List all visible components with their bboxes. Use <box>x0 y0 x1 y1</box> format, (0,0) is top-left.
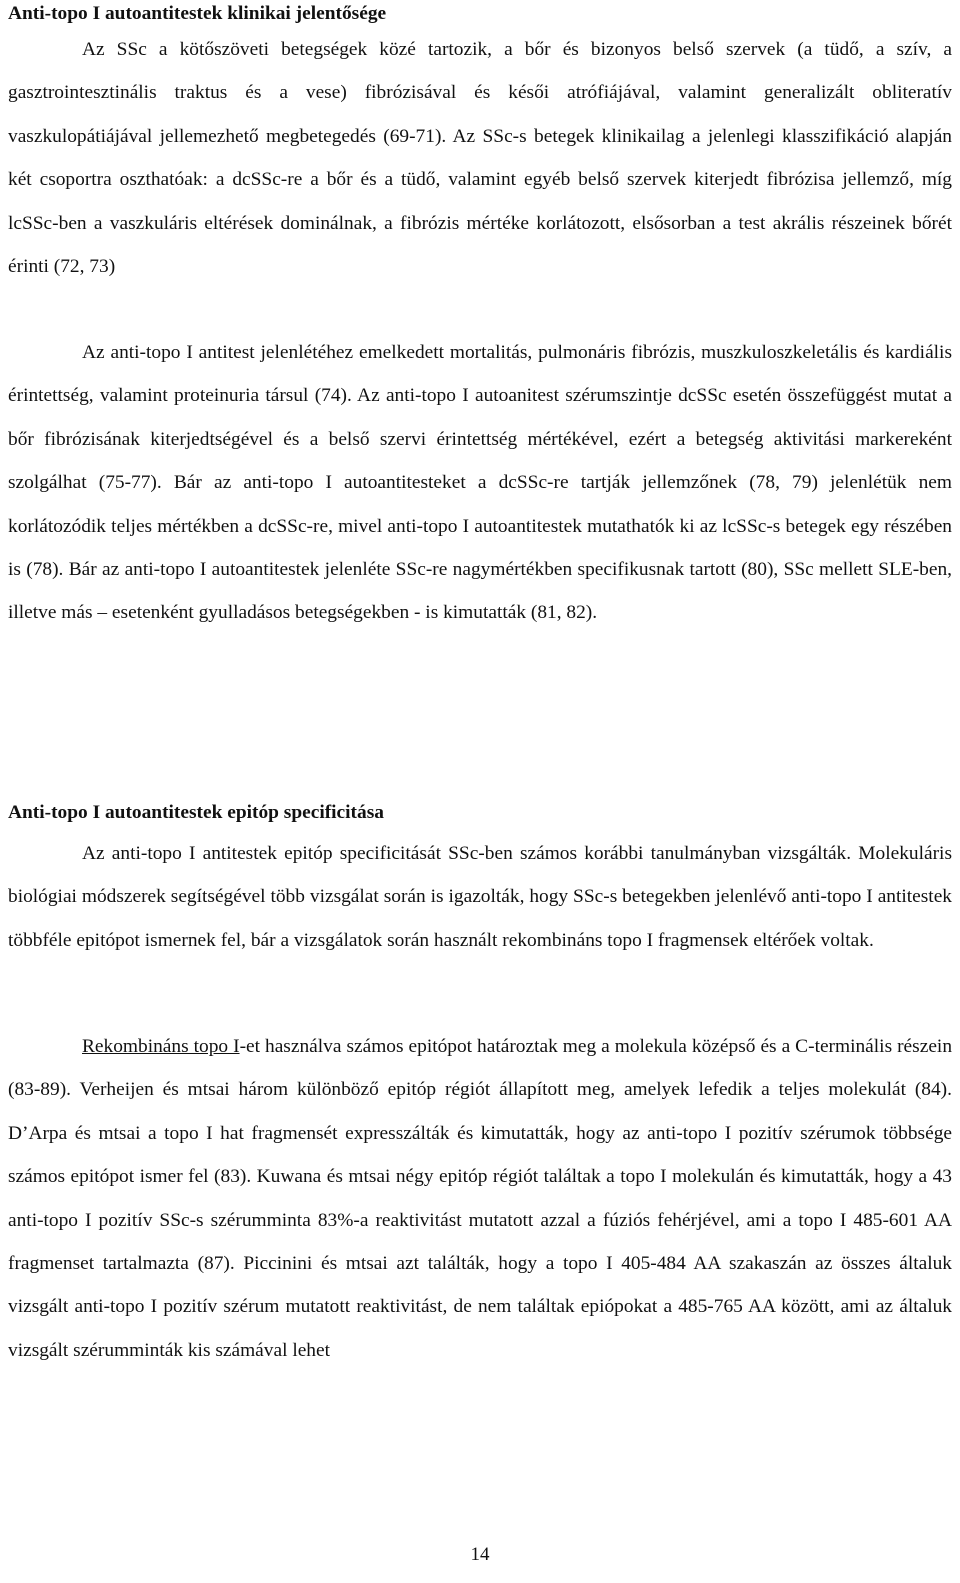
document-page <box>8 0 952 1583</box>
section-heading-epitope-specificity: Anti-topo I autoantitestek epitóp specificitása <box>8 802 384 823</box>
section-heading-clinical-significance: Anti-topo I autoantitestek klinikai jelentősége <box>8 3 387 24</box>
paragraph-ssc-overview: Az SSc a kötőszöveti betegségek közé tartozik, a bőr és bizonyos belső szervek (a tüdő, a szív, a gasztrointesztinális traktus és a vese) fibrózisával és késői atrófiájával, valamint generalizált obliteratív vaszkulopátiájával jellemezhető megbetegedés (69-71). Az SSc-s betegek klinikailag a jelenlegi klasszifikáció alapján két csoportra oszthatóak: a dcSSc-re a bőr és a tüdő, valamint egyéb belső szervek kiterjedt fibrózisa jellemző, míg lcSSc-ben a vaszkuláris eltérések dominálnak, a fibrózis mértéke korlátozott, elsősorban a test akrális részeinek bőrét érinti (72, 73) <box>8 39 952 278</box>
paragraph-recombinant-topo-text: -et használva számos epitópot határoztak meg a molekula középső és a C-terminális részein (83-89). Verheijen és mtsai három különböző epitóp régiót állapított meg, amelyek lefedik a teljes molekulát (84). D’Arpa és mtsai a topo I hat fragmensét expresszálták és kimutatták, hogy az anti-topo I pozitív szérumok többsége számos epitópot ismer fel (83). Kuwana és mtsai négy epitóp régiót találtak a topo I molekulán és kimutatták, hogy a 43 anti-topo I pozitív SSc-s szérumminta 83%-a reaktivitást mutatott azzal a fúziós fehérjével, ami a topo I 485-601 AA fragmenset tartalmazta (87). Piccinini és mtsai azt találták, hogy a topo I 405-484 AA szakaszán az összes általuk vizsgált anti-topo I pozitív szérum mutatott reaktivitást, de nem találtak epiópokat a 485-765 AA között, ami az általuk vizsgált szérumminták kis számával lehet <box>8 1036 953 1361</box>
paragraph-epitope-studies: Az anti-topo I antitestek epitóp specificitását SSc-ben számos korábbi tanulmányban vizsgálták. Molekuláris biológiai módszerek segítségével több vizsgálat során is igazolták, hogy SSc-s betegekben jelenlévő anti-topo I antitestek többféle epitópot ismernek fel, bár a vizsgálatok során használt rekombináns topo I fragmensek eltérőek voltak. <box>8 843 952 951</box>
paragraph-anti-topo-mortality: Az anti-topo I antitest jelenlétéhez emelkedett mortalitás, pulmonáris fibrózis, muszkuloszkeletális és kardiális érintettség, valamint proteinuria társul (74). Az anti-topo I autoanitest szérumszintje dcSSc esetén összefüggést mutat a bőr fibrózisának kiterjedtségével és a belső szervi érintettség mértékével, ezért a betegség aktivitási markereként szolgálhat (75-77). Bár az anti-topo I autoantitesteket a dcSSc-re tartják jellemzőnek (78, 79) jelenlétük nem korlátozódik teljes mértékben a dcSSc-re, mivel anti-topo I autoantitestek mutathatók ki az lcSSc-s betegek egy részében is (78). Bár az anti-topo I autoantitestek jelenléte SSc-re nagymértékben specifikusnak tartott (80), SSc mellett SLE-ben, illetve más – esetenként gyulladásos betegségekben - is kimutatták (81, 82). <box>8 342 952 624</box>
paragraph-recombinant-topo <box>8 1025 952 1372</box>
underlined-term: Rekombináns topo I <box>82 1036 240 1057</box>
page-number: 14 <box>470 1544 490 1565</box>
